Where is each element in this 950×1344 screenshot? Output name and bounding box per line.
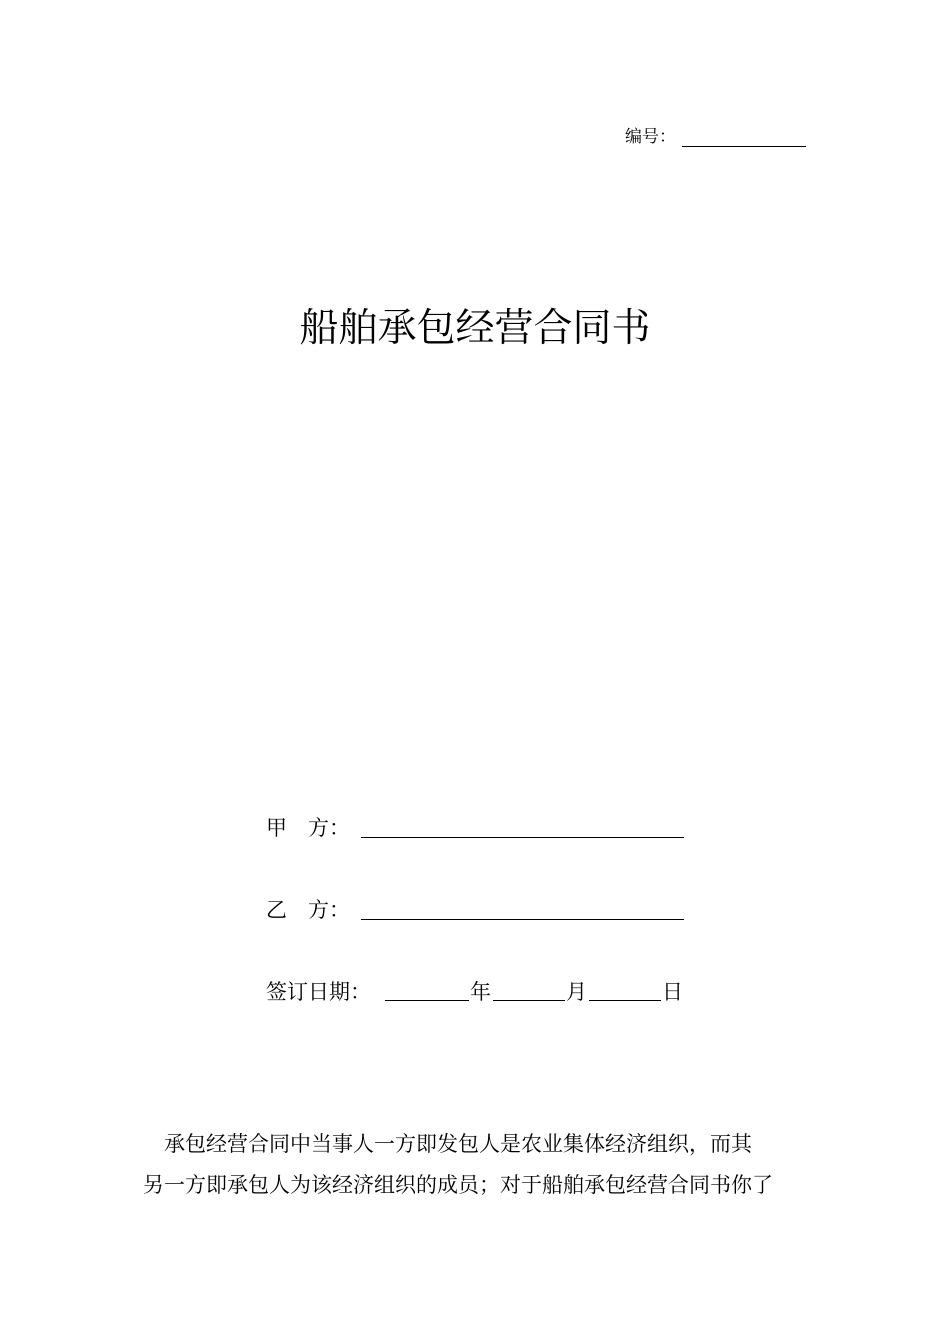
intro-paragraph bbox=[143, 1124, 807, 1206]
serial-number-blank[interactable] bbox=[682, 146, 806, 147]
year-label: 年 bbox=[470, 980, 491, 1004]
party-b-label: 乙 方： bbox=[266, 898, 350, 922]
serial-number-label: 编号： bbox=[625, 127, 676, 147]
year-blank[interactable] bbox=[385, 1000, 469, 1001]
intro-line-2: 另一方即承包人为该经济组织的成员；对于船舶承包经营合同书你了 bbox=[143, 1173, 773, 1197]
month-blank[interactable] bbox=[493, 1000, 565, 1001]
intro-line-1: 承包经营合同中当事人一方即发包人是农业集体经济组织，而其 bbox=[164, 1132, 752, 1156]
party-b-blank[interactable] bbox=[361, 919, 684, 920]
month-label: 月 bbox=[566, 980, 587, 1004]
party-a-label: 甲 方： bbox=[266, 816, 350, 840]
day-blank[interactable] bbox=[589, 1000, 661, 1001]
party-a-blank[interactable] bbox=[361, 837, 684, 838]
signing-date-label: 签订日期： bbox=[266, 980, 371, 1004]
document-title: 船舶承包经营合同书 bbox=[299, 306, 651, 351]
day-label: 日 bbox=[662, 980, 683, 1004]
